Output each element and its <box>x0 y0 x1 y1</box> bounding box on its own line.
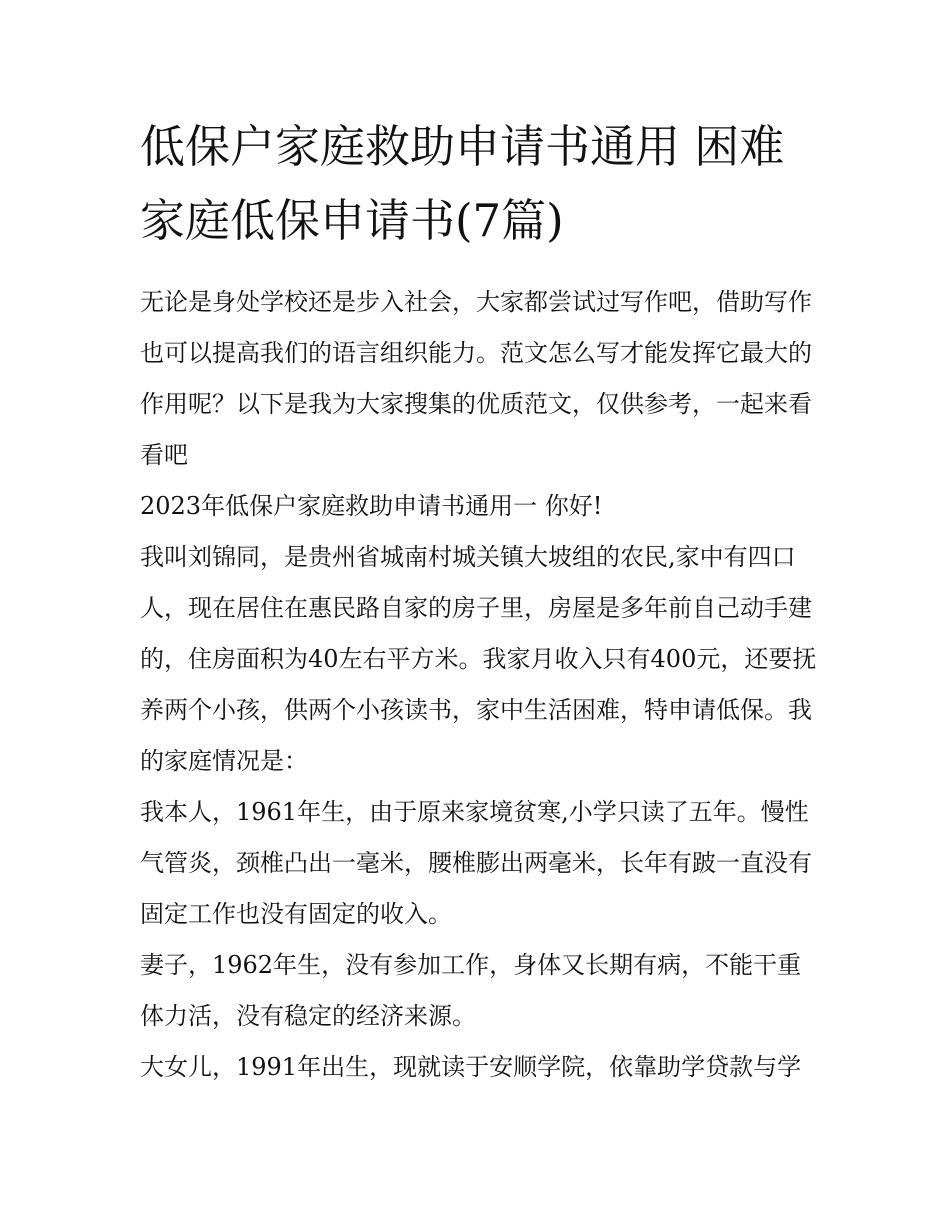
body-paragraph: 我叫刘锦同，是贵州省城南村城关镇大坡组的农民,家中有四口人，现在居住在惠民路自家的房子里，房屋是多年前自己动手建的，住房面积为40左右平方米。我家月收入只有400元，还要抚养两个小孩，供两个小孩读书，家中生活困难，特申请低保。我的家庭情况是： <box>140 543 817 775</box>
section-heading: 2023年低保户家庭救助申请书通用一 你好! <box>140 492 603 520</box>
intro-paragraph: 无论是身处学校还是步入社会，大家都尝试过写作吧，借助写作也可以提高我们的语言组织能力。范文怎么写才能发挥它最大的作用呢？以下是我为大家搜集的优质范文，仅供参考，一起来看看吧 <box>140 288 812 469</box>
document-body <box>140 277 820 1093</box>
body-paragraph: 大女儿，1991年出生，现就读于安顺学院，依靠助学贷款与学 <box>140 1053 802 1081</box>
body-paragraph: 妻子，1962年生，没有参加工作，身体又长期有病，不能干重体力活，没有稳定的经济来源。 <box>140 951 802 1030</box>
body-paragraph: 我本人，1961年生，由于原来家境贫寒,小学只读了五年。慢性气管炎，颈椎凸出一毫米，腰椎膨出两毫米，长年有跛一直没有固定工作也没有固定的收入。 <box>140 798 812 928</box>
document-title: 低保户家庭救助申请书通用 困难家庭低保申请书(7篇) <box>140 120 785 247</box>
